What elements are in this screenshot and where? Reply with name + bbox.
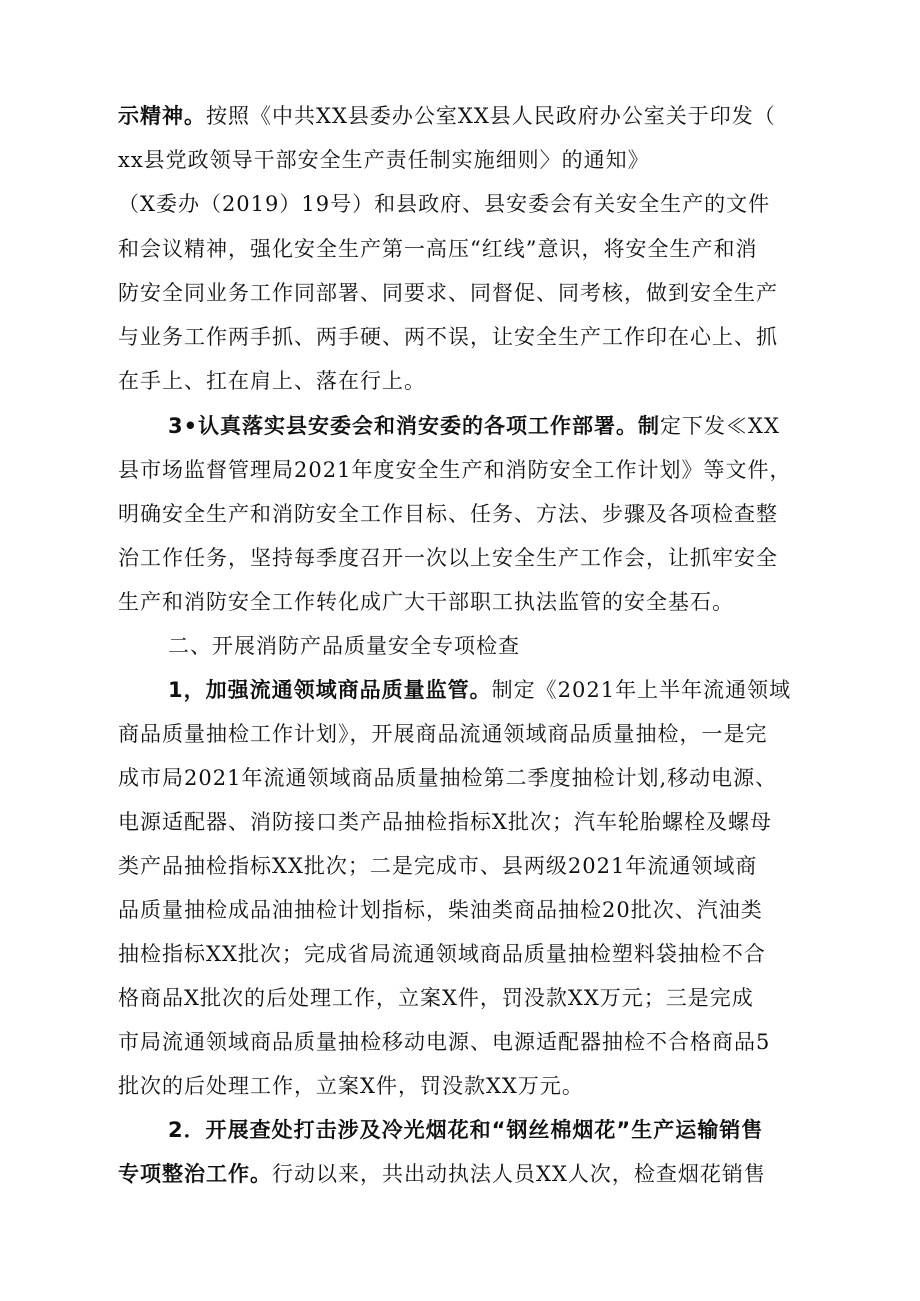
line-text: 县市场监督管理局2021年度安全生产和消防安全工作计划》等文件， (118, 458, 792, 482)
paragraph-line (118, 366, 810, 396)
paragraph-line (168, 411, 810, 441)
bold-lead: 3•认真落实县安委会和消安委的各项工作部署。制 (168, 414, 661, 438)
line-text: 成市局2021年流通领域商品质量抽检第二季度抽检计划,移动电源、 (118, 766, 778, 790)
line-text: 按照《中共XX县委办公室XX县人民政府办公室关于印发（ (206, 104, 776, 128)
paragraph-line (118, 983, 810, 1013)
line-text: xx县党政领导干部安全生产责任制实施细则〉的通知》 (118, 148, 650, 172)
line-text: 商品质量抽检工作计划》，开展商品流通领域商品质量抽检，一是完 (118, 722, 768, 746)
line-text: 抽检指标XX批次；完成省局流通领域商品质量抽检塑料袋抽检不合 (118, 942, 766, 966)
paragraph-line (118, 234, 810, 264)
section-heading (168, 631, 810, 661)
paragraph-line (118, 851, 810, 881)
paragraph-line (118, 543, 810, 573)
line-text: 类产品抽检指标XX批次；二是完成市、县两级2021年流通领域商 (118, 854, 758, 878)
line-text: 批次的后处理工作，立案X件，罚没款XX万元。 (118, 1074, 584, 1098)
line-text: 定下发≪XX (660, 414, 780, 438)
line-text: 和会议精神，强化安全生产第一高压“红线”意识，将安全生产和消 (118, 237, 758, 261)
paragraph-line (118, 455, 810, 485)
line-text: （X委办（2019）19号）和县政府、县安委会有关安全生产的文件 (118, 192, 771, 216)
paragraph-line (118, 1159, 810, 1189)
paragraph-line (118, 499, 810, 529)
line-text: 在手上、扛在肩上、落在行上。 (118, 369, 426, 393)
paragraph-line (118, 101, 810, 131)
paragraph-line (168, 1115, 810, 1145)
line-text: 明确安全生产和消防安全工作目标、任务、方法、步骤及各项检查整 (118, 502, 778, 526)
line-text: 市局流通领域商品质量抽检移动电源、电源适配器抽检不合格商品5 (118, 1030, 771, 1054)
line-text: 治工作任务，坚持每季度召开一次以上安全生产工作会，让抓牢安全 (118, 546, 778, 570)
paragraph-line (118, 587, 810, 617)
paragraph-line (118, 145, 810, 175)
line-text: 制定《2021年上半年流通领域 (491, 678, 792, 702)
line-text: 行动以来，共出动执法人员XX人次，检查烟花销售 (272, 1162, 766, 1186)
paragraph-line (118, 763, 810, 793)
paragraph-line (118, 939, 810, 969)
line-text: 防安全同业务工作同部署、同要求、同督促、同考核，做到安全生产 (118, 281, 778, 305)
bold-lead: 专项整治工作。 (118, 1162, 272, 1186)
line-text: 生产和消防安全工作转化成广大干部职工执法监管的安全基石。 (118, 590, 734, 614)
paragraph-line (118, 278, 810, 308)
bold-lead: 示精神。 (118, 104, 206, 128)
paragraph-line (118, 322, 810, 352)
bold-lead: 2．开展查处打击涉及冷光烟花和“钢丝棉烟花”生产运输销售 (168, 1118, 764, 1142)
paragraph-line (118, 1071, 810, 1101)
line-text: 电源适配器、消防接口类产品抽检指标X批次；汽车轮胎螺栓及螺母 (118, 810, 772, 834)
line-text: 格商品X批次的后处理工作，立案X件，罚没款XX万元；三是完成 (118, 986, 754, 1010)
paragraph-line (168, 675, 810, 705)
line-text: 与业务工作两手抓、两手硬、两不误，让安全生产工作印在心上、抓 (118, 325, 778, 349)
paragraph-line (118, 895, 810, 925)
heading-text: 二、开展消防产品质量安全专项检查 (168, 634, 520, 658)
bold-lead: 1，加强流通领域商品质量监管。 (168, 678, 492, 702)
paragraph-line (118, 189, 810, 219)
paragraph-line (118, 1027, 810, 1057)
paragraph-line (118, 719, 810, 749)
line-text: 品质量抽检成品油抽检计划指标，柴油类商品抽检20批次、汽油类 (118, 898, 763, 922)
paragraph-line (118, 807, 810, 837)
